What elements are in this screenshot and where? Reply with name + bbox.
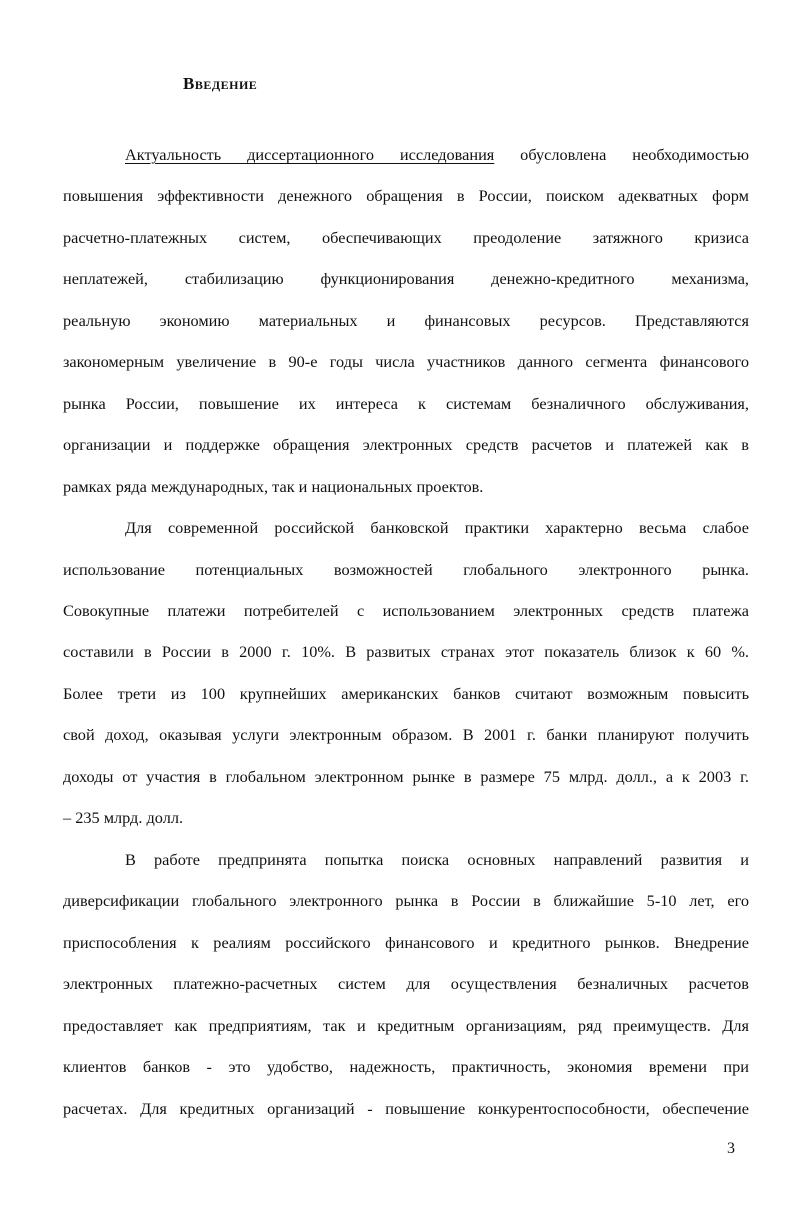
paragraph-2-line-6: свой доход, оказывая услуги электронным образом. В 2001 г. банки планируют получить <box>63 725 749 744</box>
page-number: 3 <box>727 1140 735 1157</box>
paragraph-3-line-1: В работе предпринята попытка поиска основных направлений развития и <box>125 850 749 869</box>
paragraph-2-line-7: доходы от участия в глобальном электронном рынке в размере 75 млрд. долл., а к 2003 г. <box>63 767 749 786</box>
paragraph-3-line-6: клиентов банков - это удобство, надежность, практичность, экономия времени при <box>63 1057 749 1076</box>
paragraph-1-line-2: повышения эффективности денежного обращения в России, поиском адекватных форм <box>63 186 749 205</box>
paragraph-3-line-2: диверсификации глобального электронного рынка в России в ближайшие 5-10 лет, его <box>63 891 749 910</box>
paragraph-2-line-1: Для современной российской банковской практики характерно весьма слабое <box>125 518 749 537</box>
paragraph-3-line-7: расчетах. Для кредитных организаций - повышение конкурентоспособности, обеспечение <box>63 1099 749 1118</box>
page-title: Введение <box>183 74 258 93</box>
paragraph-3-line-3: приспособления к реалиям российского финансового и кредитного рынков. Внедрение <box>63 933 749 952</box>
paragraph-1-line-6: закономерным увеличение в 90-е годы числа участников данного сегмента финансового <box>63 352 749 371</box>
paragraph-2-line-5: Более трети из 100 крупнейших американских банков считают возможным повысить <box>63 684 749 703</box>
paragraph-1-line-7: рынка России, повышение их интереса к системам безналичного обслуживания, <box>63 394 749 413</box>
paragraph-2-line-4: составили в России в 2000 г. 10%. В развитых странах этот показатель близок к 60 %. <box>63 642 749 661</box>
paragraph-2-line-2: использование потенциальных возможностей глобального электронного рынка. <box>63 560 749 579</box>
paragraph-1-line-5: реальную экономию материальных и финансовых ресурсов. Представляются <box>63 311 749 330</box>
underlined-phrase: Актуальность диссертационного исследования <box>125 145 495 164</box>
paragraph-1-line-4: неплатежей, стабилизацию функционирования денежно-кредитного механизма, <box>63 269 749 288</box>
paragraph-1-line-9: рамках ряда международных, так и национальных проектов. <box>63 477 484 496</box>
paragraph-1-line-1 <box>125 143 749 167</box>
paragraph-1-line-8: организации и поддержке обращения электронных средств расчетов и платежей как в <box>63 435 749 454</box>
paragraph-2-line-8: – 235 млрд. долл. <box>63 808 184 827</box>
paragraph-2-line-3: Совокупные платежи потребителей с использованием электронных средств платежа <box>63 601 749 620</box>
paragraph-3-line-4: электронных платежно-расчетных систем для осуществления безналичных расчетов <box>63 974 749 993</box>
text-span: обусловлена необходимостью <box>494 145 749 164</box>
paragraph-1-line-3: расчетно-платежных систем, обеспечивающих преодоление затяжного кризиса <box>63 228 749 247</box>
paragraph-3-line-5: предоставляет как предприятиям, так и кредитным организациям, ряд преимуществ. Для <box>63 1016 749 1035</box>
